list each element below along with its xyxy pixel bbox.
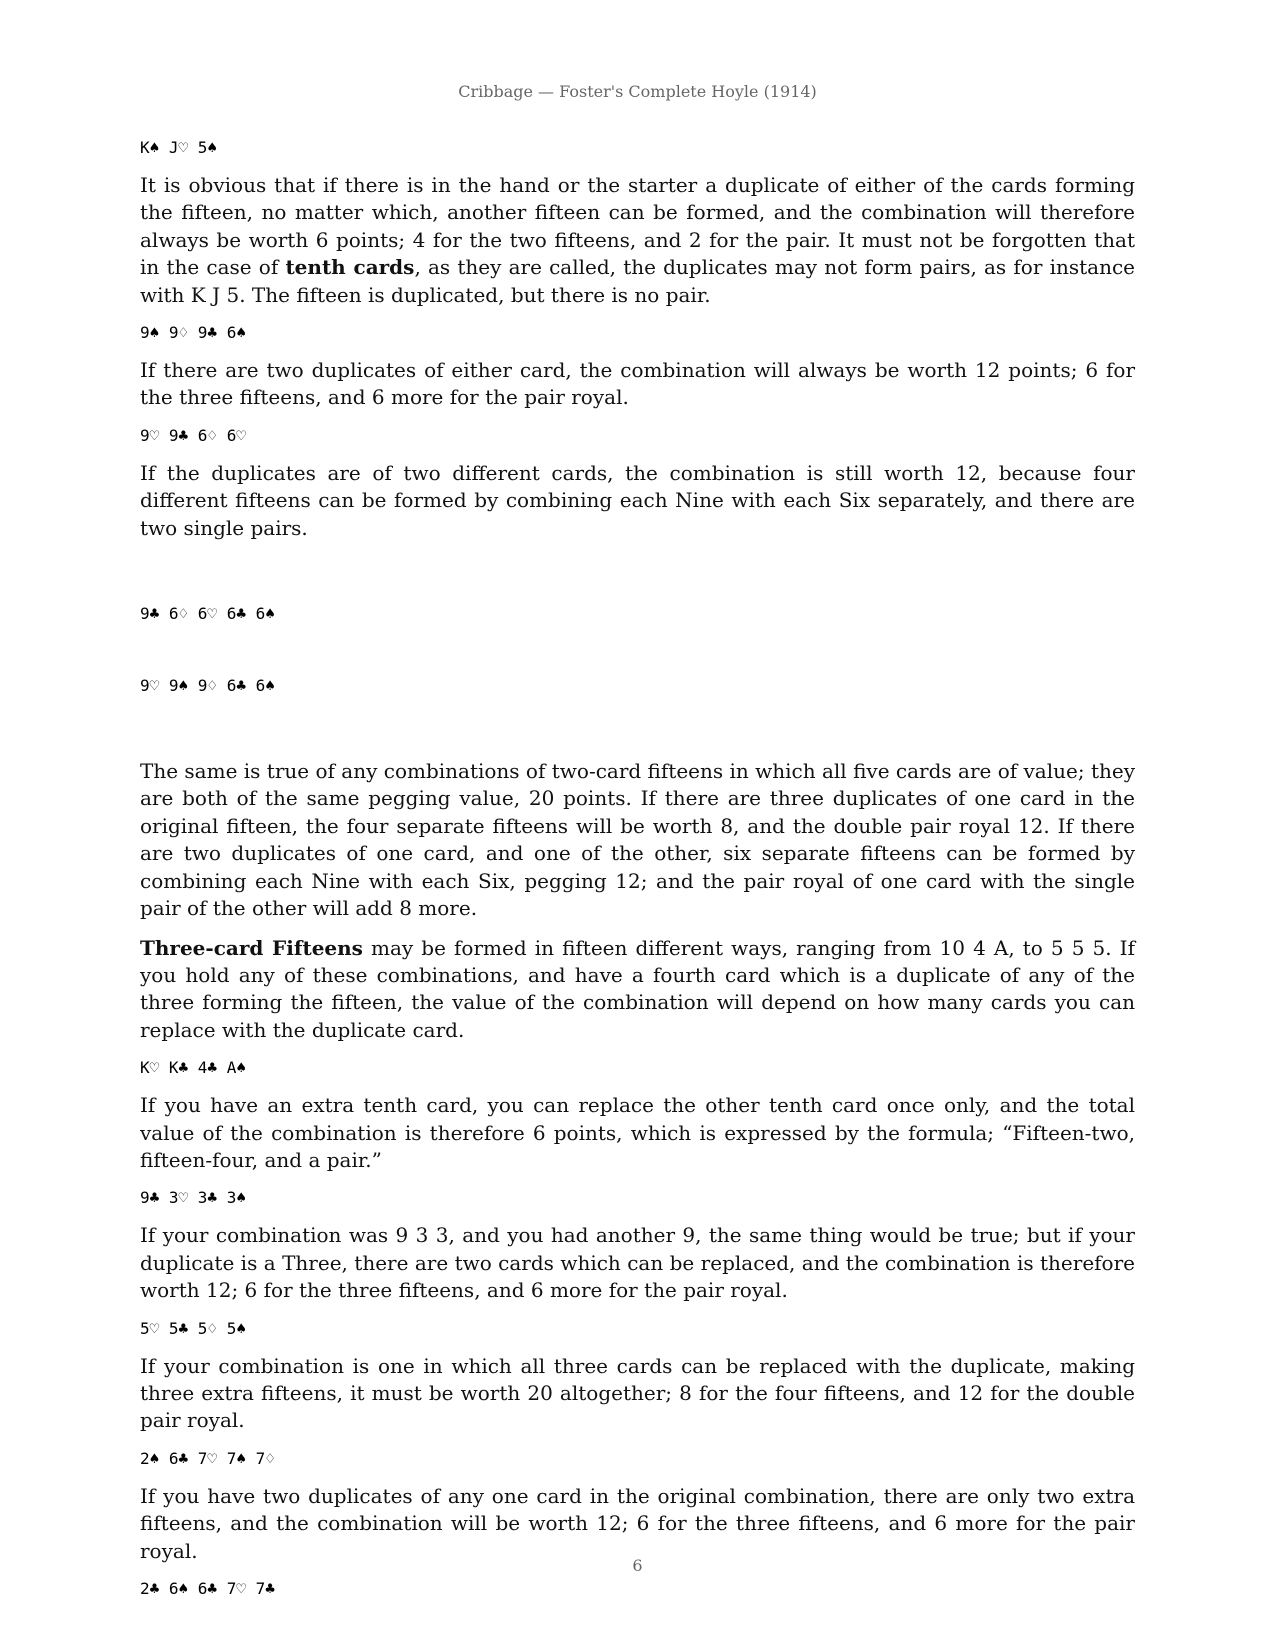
card-hand: 9♡ 9♠ 9♢ 6♣ 6♠: [140, 676, 275, 696]
paragraph: If there are two duplicates of either card, the combination will always be worth 12 points; 6 for the three fifteens, and 6 more for the pair royal.: [140, 358, 1135, 410]
paragraph: If your combination is one in which all three cards can be replaced with the duplicate, making three extra fifteens, it must be worth 20 altogether; 8 for the four fifteens, and 12 for the double pair royal.: [140, 1353, 1135, 1433]
page-number: 6: [632, 1556, 643, 1575]
main-content: [140, 136, 1135, 1613]
bold-term: Three-card Fifteens: [140, 935, 363, 960]
paragraph: If your combination was 9 3 3, and you had another 9, the same thing would be true; but if your duplicate is a Three, there are two cards which can be replaced, and the combination is therefore worth 12; 6 for the three fifteens, and 6 more for the pair royal.: [140, 1223, 1135, 1303]
paragraph-text: It is obvious that if there is in the hand or the starter a duplicate of either of the cards forming the fifteen, no matter which, another fifteen can be formed, and the combination will therefore always be worth 6 points; 4 for the two fifteens, and 2 for the pair. It must not be forgotten that in the case of: [140, 173, 1135, 280]
card-hand: 5♡ 5♣ 5♢ 5♠: [140, 1318, 246, 1338]
running-head: Cribbage — Foster's Complete Hoyle (1914): [458, 82, 817, 101]
card-hand-group: [140, 554, 1135, 746]
paragraph: If the duplicates are of two different cards, the combination is still worth 12, because four different fifteens can be formed by combining each Nine with each Six separately, and there are two single pairs.: [140, 460, 1135, 540]
card-hand: 9♠ 9♢ 9♣ 6♠: [140, 323, 246, 343]
paragraph: The same is true of any combinations of two-card fifteens in which all five cards are of value; they are both of the same pegging value, 20 points. If there are three duplicates of one card in the original fifteen, the four separate fifteens will be worth 8, and the double pair royal 12. If there are two duplicates of one card, and one of the other, six separate fifteens can be formed by combining each Nine with each Six, pegging 12; and the pair royal of one card with the single pair of the other will add 8 more.: [140, 759, 1135, 921]
card-hand: 9♣ 3♡ 3♣ 3♠: [140, 1188, 246, 1208]
paragraph: [140, 935, 1135, 1045]
paragraph-text: , as they are called, the duplicates may not form pairs, as for instance with K J 5. The fifteen is duplicated, but there is no pair.: [140, 255, 1135, 307]
card-hand: K♡ K♣ 4♣ A♠: [140, 1058, 246, 1078]
paragraph: If you have two duplicates of any one card in the original combination, there are only two extra fifteens, and the combination will be worth 12; 6 for the three fifteens, and 6 more for the pair royal.: [140, 1483, 1135, 1563]
card-hand: K♠ J♡ 5♠: [140, 138, 218, 157]
paragraph: [140, 172, 1135, 309]
card-hand: 9♣ 6♢ 6♡ 6♣ 6♠: [140, 604, 275, 624]
card-hand: 2♠ 6♣ 7♡ 7♠ 7♢: [140, 1448, 275, 1468]
bold-term: tenth cards: [285, 255, 415, 280]
paragraph-text: may be formed in fifteen different ways, ranging from 10 4 A, to 5 5 5. If you hold any of these combinations, and have a fourth card which is a duplicate of any of the three forming the fifteen, the value of the combination will depend on how many cards you can replace with the duplicate card.: [140, 935, 1135, 1042]
card-hand: 2♣ 6♠ 6♣ 7♡ 7♣: [140, 1579, 275, 1598]
card-hand: 9♡ 9♣ 6♢ 6♡: [140, 425, 246, 445]
paragraph: If you have an extra tenth card, you can replace the other tenth card once only, and the total value of the combination is therefore 6 points, which is expressed by the formula; “Fifteen-two, fifteen-four, and a pair.”: [140, 1093, 1135, 1172]
